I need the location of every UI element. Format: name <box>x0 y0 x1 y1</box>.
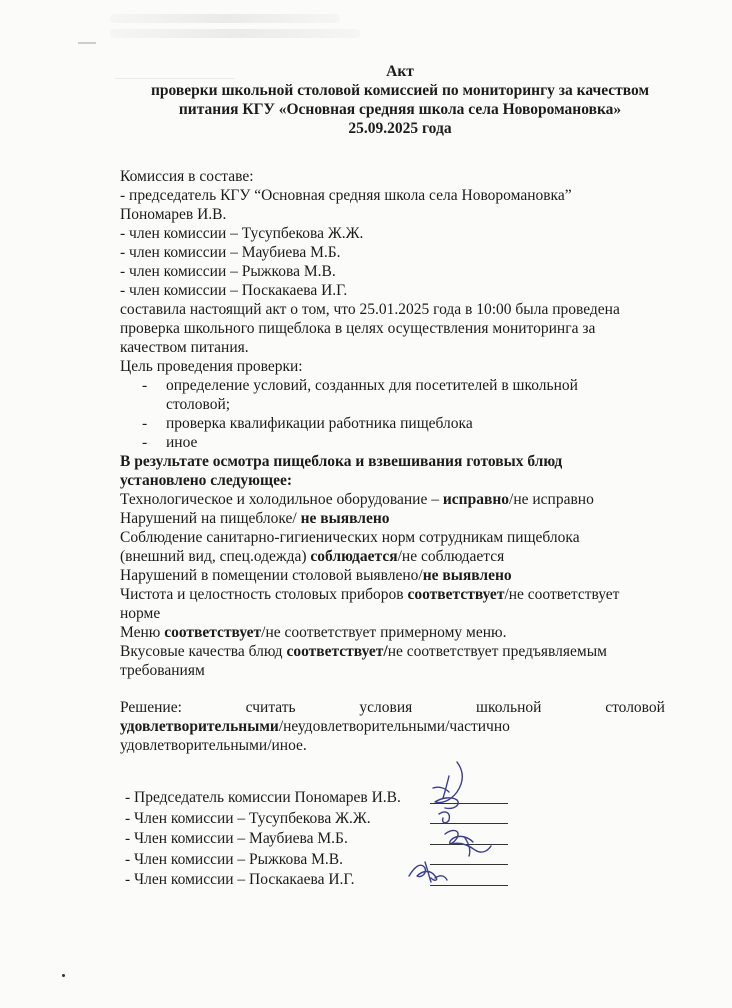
title-line: питания КГУ «Основная средняя школа села Новоромановка» <box>178 101 622 118</box>
bleed-through-mark <box>78 34 96 44</box>
purpose-item-continuation: столовой; <box>166 396 231 413</box>
decision-word: условия <box>359 699 413 716</box>
result-violations: Нарушений на пищеблоке/ не выявлено <box>120 510 390 527</box>
signatory-chair: - Председатель комиссии Пономарев И.В. <box>125 789 401 806</box>
purpose-heading: Цель проведения проверки: <box>120 358 303 375</box>
commission-member: - член комиссии – Рыжкова М.В. <box>120 263 336 280</box>
document-title <box>80 62 720 138</box>
commission-intro: Комиссия в составе: <box>120 168 254 185</box>
act-statement-line: проверка школьного пищеблока в целях осуществления мониторинга за <box>120 320 596 337</box>
signatory-member: - Член комиссии – Рыжкова М.В. <box>125 850 344 868</box>
document-body <box>120 167 665 755</box>
title-line: Акт <box>386 63 414 80</box>
scan-speck <box>62 974 65 977</box>
purpose-item <box>120 433 665 452</box>
title-line: проверки школьной столовой комиссией по мониторингу за качеством <box>150 82 650 99</box>
decision-line <box>120 698 665 717</box>
commission-member: - член комиссии – Маубиева М.Б. <box>120 244 341 261</box>
act-statement-line: качеством питания. <box>120 339 249 356</box>
signatory-member: - Член комиссии – Маубиева М.Б. <box>125 830 348 847</box>
results-heading: В результате осмотра пищеблока и взвешивания готовых блюд <box>120 453 563 470</box>
decision-word: считать <box>245 699 296 716</box>
bullet-dash: - <box>142 434 148 451</box>
commission-chair-name: Пономарев И.В. <box>120 206 227 223</box>
handwritten-signature <box>405 758 515 888</box>
purpose-item-text: определение условий, созданных для посетителей в школьной <box>166 377 578 394</box>
result-premises: Нарушений в помещении столовой выявлено/не выявлено <box>120 567 512 584</box>
purpose-item <box>120 414 665 433</box>
signatory-member: - Член комиссии – Поскакаева И.Г. <box>125 871 355 888</box>
result-taste-cont: требованиям <box>120 662 205 679</box>
bullet-dash: - <box>142 377 148 394</box>
result-taste: Вкусовые качества блюд соответствует/не соответствует предъявляемым <box>120 643 607 660</box>
purpose-item-text: проверка квалификации работника пищеблока <box>166 415 473 432</box>
bullet-dash: - <box>142 415 148 432</box>
result-menu: Меню соответствует/не соответствует примерному меню. <box>120 624 507 641</box>
title-date: 25.09.2025 года <box>348 120 452 137</box>
result-cutlery: Чистота и целостность столовых приборов соответствует/не соответствует <box>120 586 620 603</box>
result-equipment: Технологическое и холодильное оборудование – исправно/не исправно <box>120 491 594 508</box>
decision-options: удовлетворительными/неудовлетворительными/частично <box>120 718 510 735</box>
act-statement-line: составила настоящий акт о том, что 25.01.2025 года в 10:00 была проведена <box>120 301 620 318</box>
commission-member: - член комиссии – Поскакаева И.Г. <box>120 282 348 299</box>
result-sanitary-cont: (внешний вид, спец.одежда) соблюдается/не соблюдается <box>120 548 505 565</box>
purpose-item <box>120 376 665 395</box>
signatory-member: - Член комиссии – Тусупбекова Ж.Ж. <box>125 809 371 827</box>
results-heading: установлено следующее: <box>120 472 292 489</box>
result-sanitary: Соблюдение санитарно-гигиенических норм сотрудникам пищеблока <box>120 529 580 546</box>
purpose-item-text: иное <box>166 434 198 451</box>
decision-options-cont: удовлетворительными/иное. <box>120 737 307 754</box>
result-cutlery-cont: норме <box>120 605 161 622</box>
decision-word: школьной <box>476 699 542 716</box>
bleed-through-marks <box>110 8 370 48</box>
commission-member: - член комиссии – Тусупбекова Ж.Ж. <box>120 225 364 242</box>
decision-word: Решение: <box>120 699 182 716</box>
commission-chair: - председатель КГУ “Основная средняя школа села Новоромановка” <box>120 187 572 204</box>
decision-word: столовой <box>605 699 665 716</box>
